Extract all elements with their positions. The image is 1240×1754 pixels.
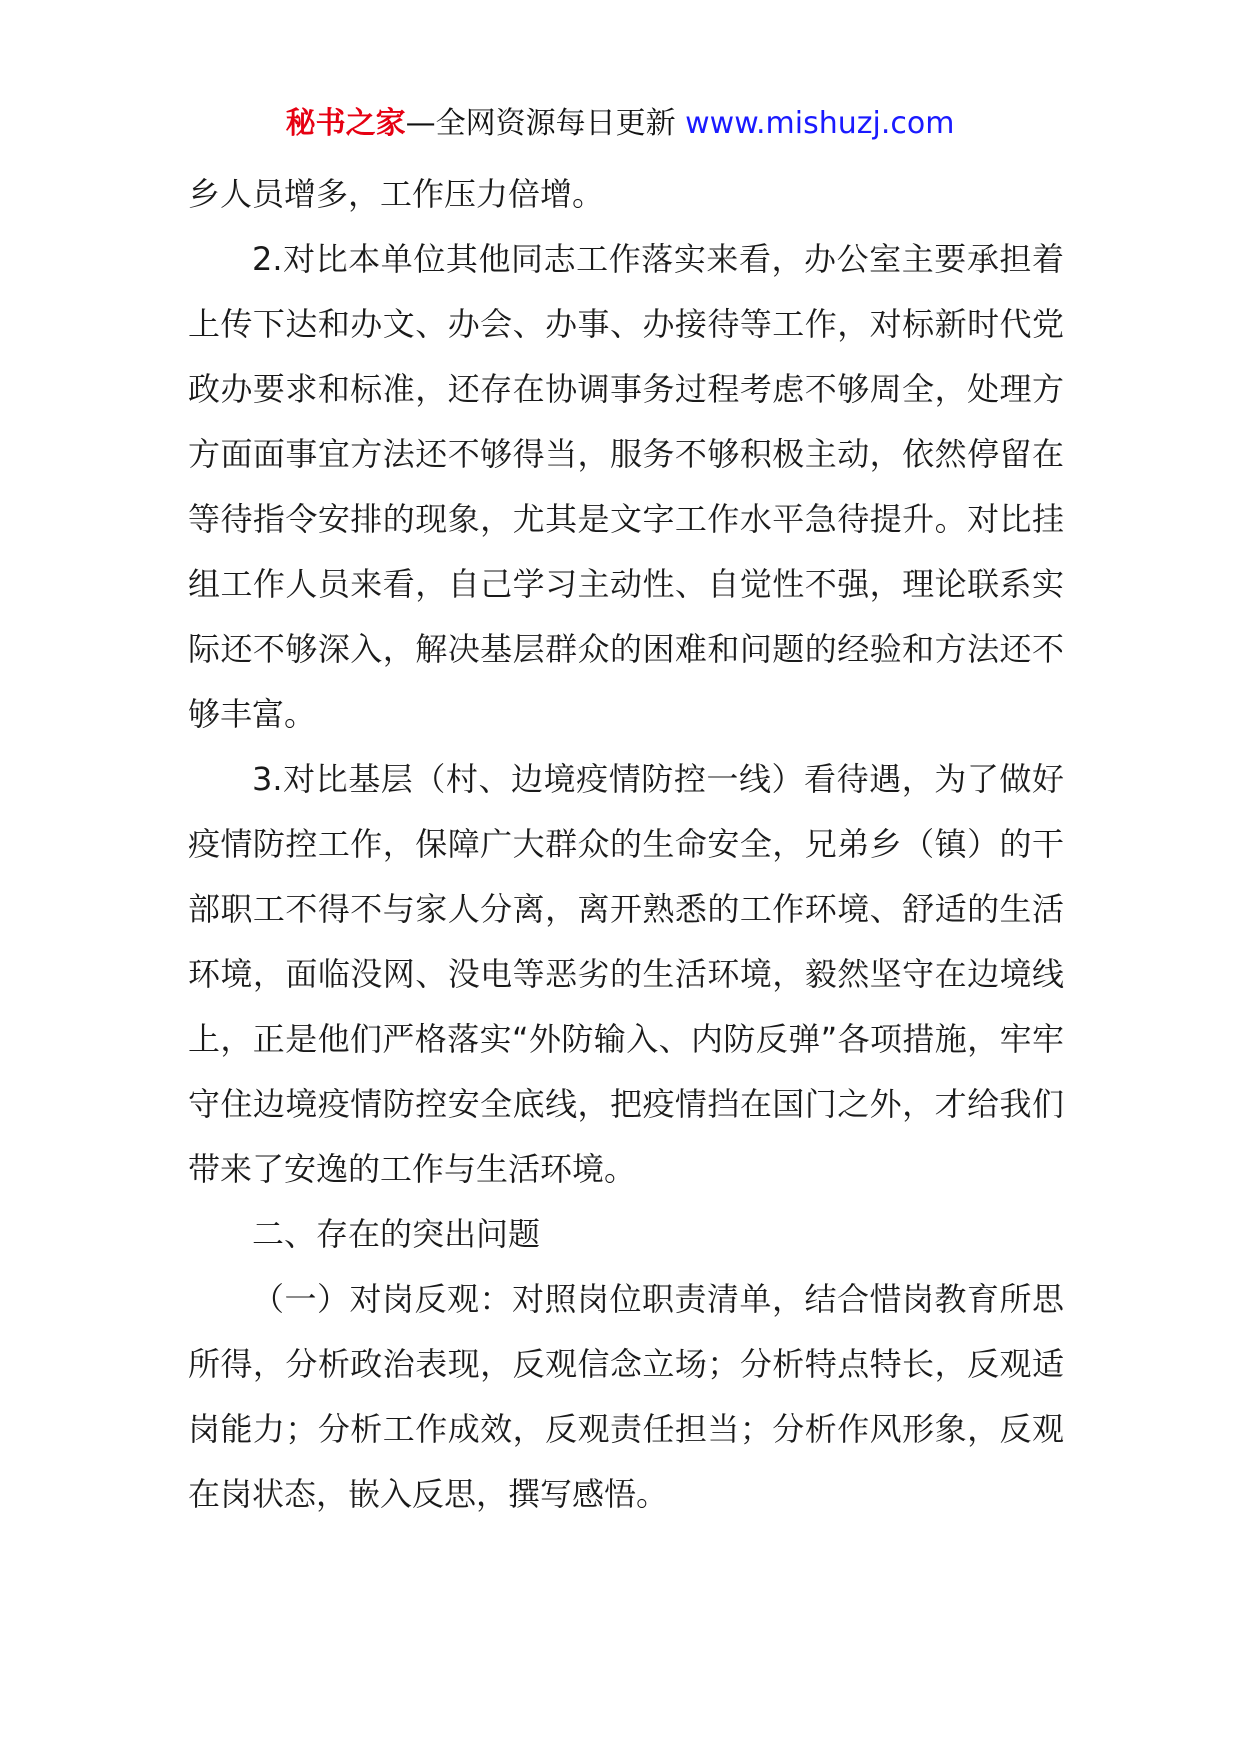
document-body <box>188 162 1064 1527</box>
paragraph: （一）对岗反观：对照岗位职责清单，结合惜岗教育所思所得，分析政治表现，反观信念立场；分析特点特长，反观适岗能力；分析工作成效，反观责任担当；分析作风形象，反观在岗状态，嵌入反思，撰写感悟。 <box>188 1280 1064 1513</box>
paragraph-continuation: 乡人员增多，工作压力倍增。 <box>188 175 605 213</box>
header-tagline: —全网资源每日更新 <box>405 106 676 141</box>
paragraph: 2.对比本单位其他同志工作落实来看，办公室主要承担着上传下达和办文、办会、办事、办接待等工作，对标新时代党政办要求和标准，还存在协调事务过程考虑不够周全，处理方方面面事宜方法还不够得当，服务不够积极主动，依然停留在等待指令安排的现象，尤其是文字工作水平急待提升。对比挂组工作人员来看，自己学习主动性、自觉性不强，理论联系实际还不够深入，解决基层群众的困难和问题的经验和方法还不够丰富。 <box>188 240 1064 733</box>
section-heading: 二、存在的突出问题 <box>252 1215 541 1253</box>
brand-name: 秘书之家 <box>285 106 406 141</box>
site-url-link[interactable]: www.mishuzj.com <box>685 106 955 141</box>
page-header <box>0 104 1240 144</box>
paragraph: 3.对比基层（村、边境疫情防控一线）看待遇，为了做好疫情防控工作，保障广大群众的生命安全，兄弟乡（镇）的干部职工不得不与家人分离，离开熟悉的工作环境、舒适的生活环境，面临没网、没电等恶劣的生活环境，毅然坚守在边境线上，正是他们严格落实“外防输入、内防反弹”各项措施，牢牢守住边境疫情防控安全底线，把疫情挡在国门之外，才给我们带来了安逸的工作与生活环境。 <box>188 760 1064 1188</box>
